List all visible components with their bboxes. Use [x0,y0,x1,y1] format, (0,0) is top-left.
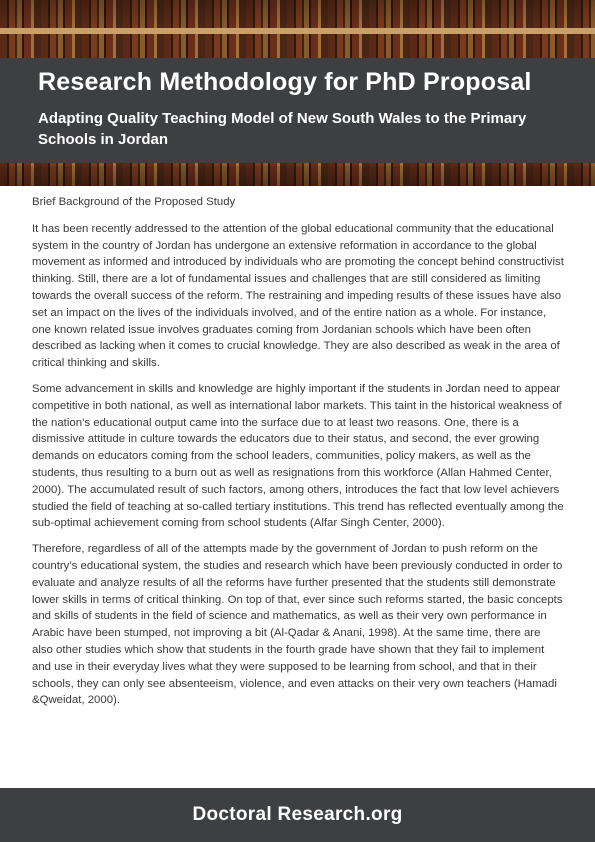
footer-band [0,788,595,842]
section-heading: Brief Background of the Proposed Study [32,196,236,208]
footer-site-name: Doctoral Research.org [192,804,403,825]
page-title: Research Methodology for PhD Proposal [38,68,532,96]
body-paragraph-2: Some advancement in skills and knowledge are highly important if the students in Jordan need to appear competitive in both national, as well as international labor markets. This taint in the historical weakness of the nation’s educational output came into the surface due to at least two reasons. One, there is a dismissive attitude in culture towards the educators due to their status, and second, the ever growing demands on educators coming from the school leaders, communities, policy makers, as well as the students, thus resulting to a burn out as well as resignations from this workforce (Allan Hahmed Center, 2000). The accumulated result of such factors, among others, introduces the fact that low level achievers studied the field of teaching at so-called tertiary institutions. This trend has reflected eventually among the sub-optimal achievement coming from school students (Alfar Singh Center, 2000). [32,382,564,530]
document-body [32,194,564,718]
body-paragraph-1: It has been recently addressed to the attention of the global educational community that the educational system in the country of Jordan has undergone an extensive reformation in accordance to the global movement as informed and introduced by individuals who are promoting the concept behind constructivist thinking. Still, there are a lot of fundamental issues and challenges that are still considered as limiting towards the overall success of the reform. The restraining and impeding results of these issues have also set an impact on the lives of the individuals involved, and of the entire nation as a whole. For instance, one known related issue involves graduates coming from Jordanian schools which have been often described as lacking when it comes to crucial knowledge. They are also described as weak in the area of critical thinking and skills. [32,222,564,370]
body-paragraph-3: Therefore, regardless of all of the attempts made by the government of Jordan to push reform on the country’s educational system, the studies and research which have been previously conducted in order to evaluate and analyze results of all the reforms have further presented that the students still demonstrate lower skills in terms of critical thinking. On top of that, ever since such reforms started, the basic concepts and skills of students in the field of science and mathematics, as well as their very own performance in Arabic have been stumped, not improving a bit (Al-Qadar & Anani, 1998). At the same time, there are also other studies which show that students in the fourth grade have shown that they fail to implement and use in their everyday lives what they were supposed to be learning from school, and that in their schools, they can only see absenteeism, violence, and even attacks on their very own teachers (Hamadi &Qweidat, 2000). [32,543,563,707]
page-subtitle: Adapting Quality Teaching Model of New South Wales to the Primary Schools in Jordan [38,110,527,148]
shelf-plank [0,28,595,34]
